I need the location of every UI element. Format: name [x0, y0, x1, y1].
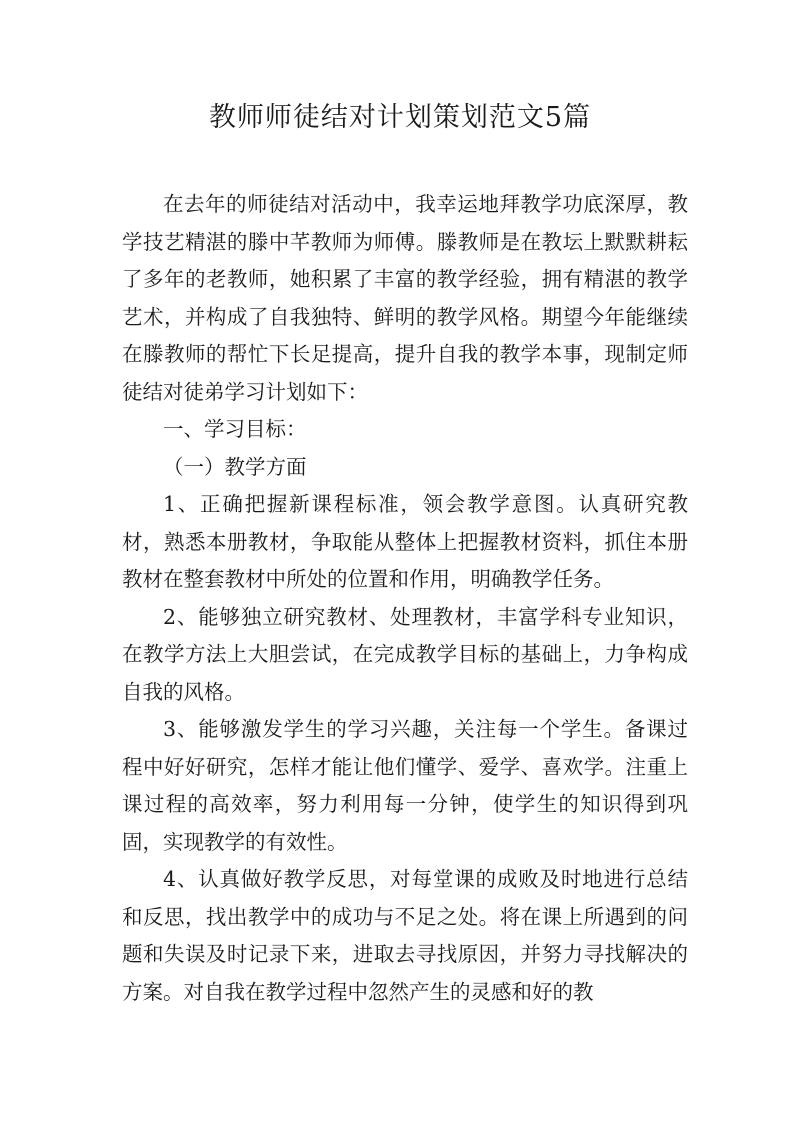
paragraph-item-2: 2、能够独立研究教材、处理教材，丰富学科专业知识，在教学方法上大胆尝试，在完成教学目标的基础上，力争构成自我的风格。 — [122, 604, 688, 704]
paragraph-item-4: 4、认真做好教学反思，对每堂课的成败及时地进行总结和反思，找出教学中的成功与不足之处。将在课上所遇到的问题和失误及时记录下来，进取去寻找原因，并努力寻找解决的方案。对自我在教学过程中忽然产生的灵感和好的教 — [122, 867, 688, 1004]
document-body — [122, 186, 688, 1011]
paragraph-item-1: 1、正确把握新课程标准，领会教学意图。认真研究教材，熟悉本册教材，争取能从整体上把握教材资料，抓住本册教材在整套教材中所处的位置和作用，明确教学任务。 — [122, 492, 688, 591]
section-heading-goals: 一、学习目标： — [163, 417, 307, 441]
paragraph-item-3: 3、能够激发学生的学习兴趣，关注每一个学生。备课过程中好好研究，怎样才能让他们懂学、爱学、喜欢学。注重上课过程的高效率，努力利用每一分钟，使学生的知识得到巩固，实现教学的有效性。 — [122, 717, 688, 854]
paragraph-intro: 在去年的师徒结对活动中，我幸运地拜教学功底深厚，教学技艺精湛的滕中芊教师为师傅。滕教师是在教坛上默默耕耘了多年的老教师，她积累了丰富的教学经验，拥有精湛的教学艺术，并构成了自我独特、鲜明的教学风格。期望今年能继续在滕教师的帮忙下长足提高，提升自我的教学本事，现制定师徒结对徒弟学习计划如下： — [122, 192, 688, 404]
subsection-heading-teaching: （一）教学方面 — [163, 454, 307, 479]
document-title: 教师师徒结对计划策划范文5篇 — [208, 102, 592, 133]
